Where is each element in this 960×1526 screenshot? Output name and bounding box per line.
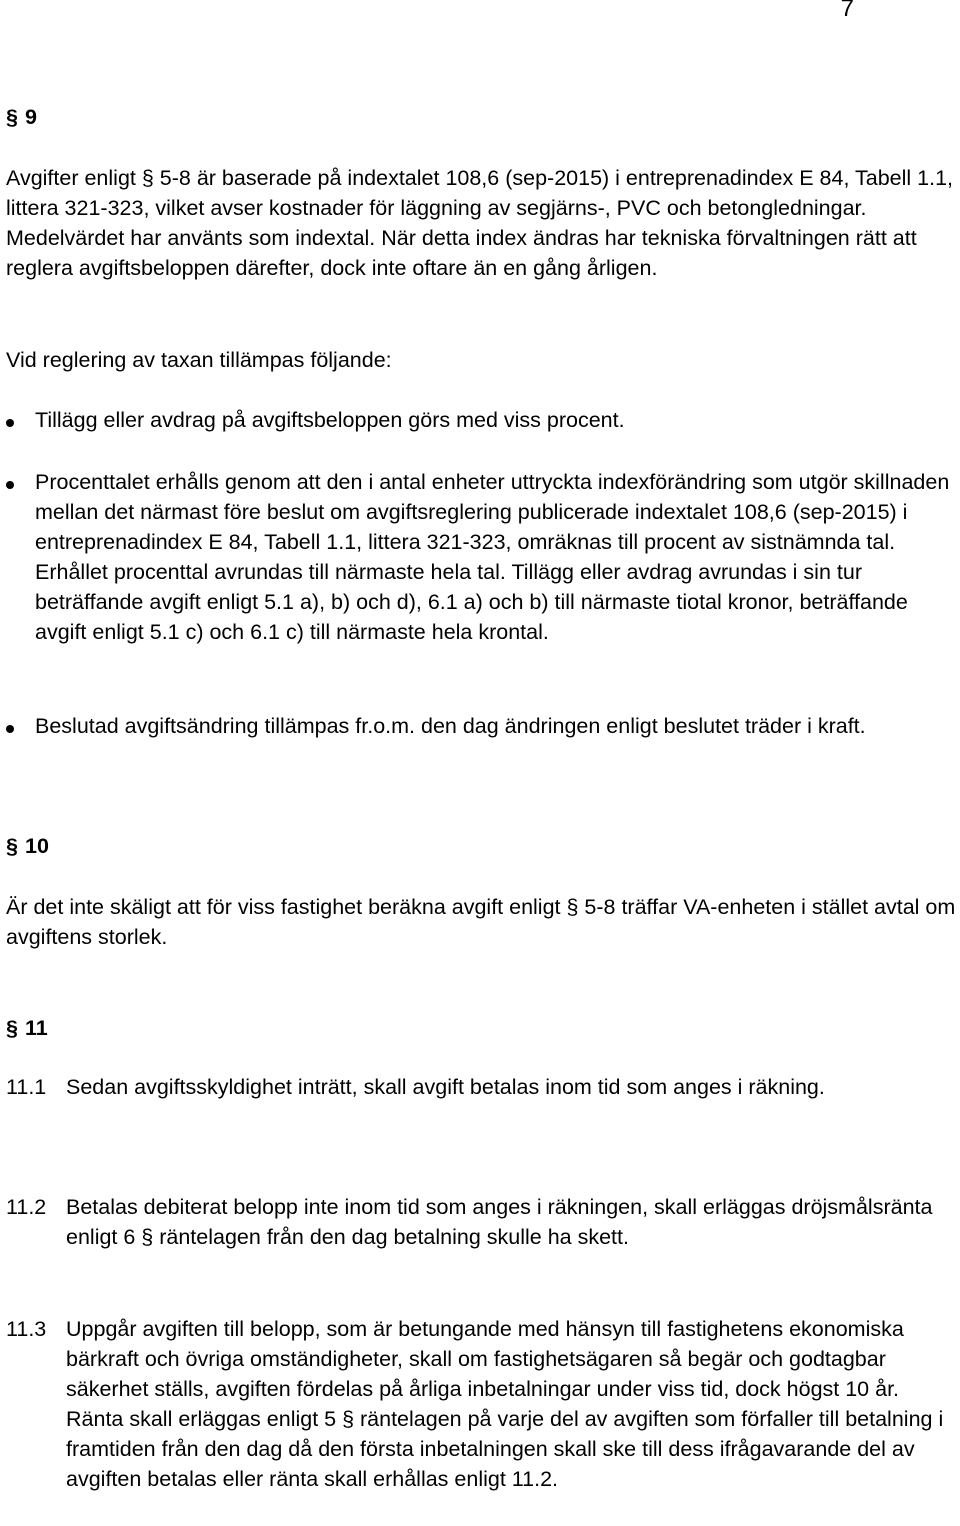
bullet-icon	[6, 481, 14, 489]
section-sign: §	[6, 1016, 18, 1040]
list-item	[0, 405, 960, 435]
section-10-paragraph-1: Är det inte skäligt att för viss fastighet beräkna avgift enligt § 5-8 träffar VA-enheten i stället avtal om avgiftens storlek.	[6, 895, 956, 949]
item-number: 11.2	[6, 1195, 47, 1219]
numbered-item	[0, 1314, 960, 1494]
section-9-paragraph-1: Avgifter enligt § 5-8 är baserade på indextalet 108,6 (sep-2015) i entreprenadindex E 84, Tabell 1.1, littera 321-323, vilket avser kostnader för läggning av segjärns-, PVC och betongledningar. Medelvärdet har använts som indextal. När detta index ändras har tekniska förvaltningen rätt att reglera avgiftsbeloppen därefter, dock inte oftare än en gång årligen.	[6, 166, 954, 280]
list-item-text: Tillägg eller avdrag på avgiftsbeloppen görs med viss procent.	[35, 408, 625, 432]
section-number: 10	[25, 834, 49, 858]
bullet-icon	[6, 419, 14, 427]
numbered-item	[0, 1192, 960, 1252]
page-number: 7	[840, 0, 854, 22]
list-item	[0, 467, 960, 647]
item-text: Sedan avgiftsskyldighet inträtt, skall avgift betalas inom tid som anges i räkning.	[66, 1075, 825, 1099]
section-heading-9	[6, 102, 37, 132]
section-9-paragraph-2: Vid reglering av taxan tillämpas följande:	[6, 348, 392, 372]
item-text: Uppgår avgiften till belopp, som är betungande med hänsyn till fastighetens ekonomiska bärkraft och övriga omständigheter, skall om fastighetsägaren så begär och godtagbar säkerhet ställs, avgiften fördelas på årliga inbetalningar under viss tid, dock högst 10 år. Ränta skall erläggas enligt 5 § räntelagen på varje del av avgiften som förfaller till betalning i framtiden från den dag då den första inbetalningen skall ske till dess ifrågavarande del av avgiften betalas eller ränta skall erhållas enligt 11.2.	[66, 1317, 944, 1491]
item-text: Betalas debiterat belopp inte inom tid som anges i räkningen, skall erläggas dröjsmålsränta enligt 6 § räntelagen från den dag betalning skulle ha skett.	[66, 1195, 933, 1249]
bullet-icon	[6, 725, 14, 733]
section-number: 11	[25, 1016, 48, 1040]
numbered-item	[0, 1072, 960, 1102]
section-heading-10	[6, 831, 49, 861]
section-sign: §	[6, 105, 18, 129]
item-number: 11.3	[6, 1317, 47, 1341]
list-item-text: Procenttalet erhålls genom att den i antal enheter uttryckta indexförändring som utgör skillnaden mellan det närmast före beslut om avgiftsreglering publicerade indextalet 108,6 (sep-2015) i entreprenadindex E 84, Tabell 1.1, littera 321-323, omräknas till procent av sistnämnda tal. Erhållet procenttal avrundas till närmaste hela tal. Tillägg eller avdrag avrundas i sin tur beträffande avgift enligt 5.1 a), b) och d), 6.1 a) och b) till närmaste tiotal kronor, beträffande avgift enligt 5.1 c) och 6.1 c) till närmaste hela krontal.	[35, 470, 950, 644]
section-sign: §	[6, 834, 18, 858]
item-number: 11.1	[6, 1075, 47, 1099]
list-item-text: Beslutad avgiftsändring tillämpas fr.o.m. den dag ändringen enligt beslutet träder i kraft.	[35, 714, 866, 738]
section-number: 9	[25, 105, 37, 129]
section-heading-11	[6, 1013, 48, 1043]
list-item	[0, 711, 960, 741]
